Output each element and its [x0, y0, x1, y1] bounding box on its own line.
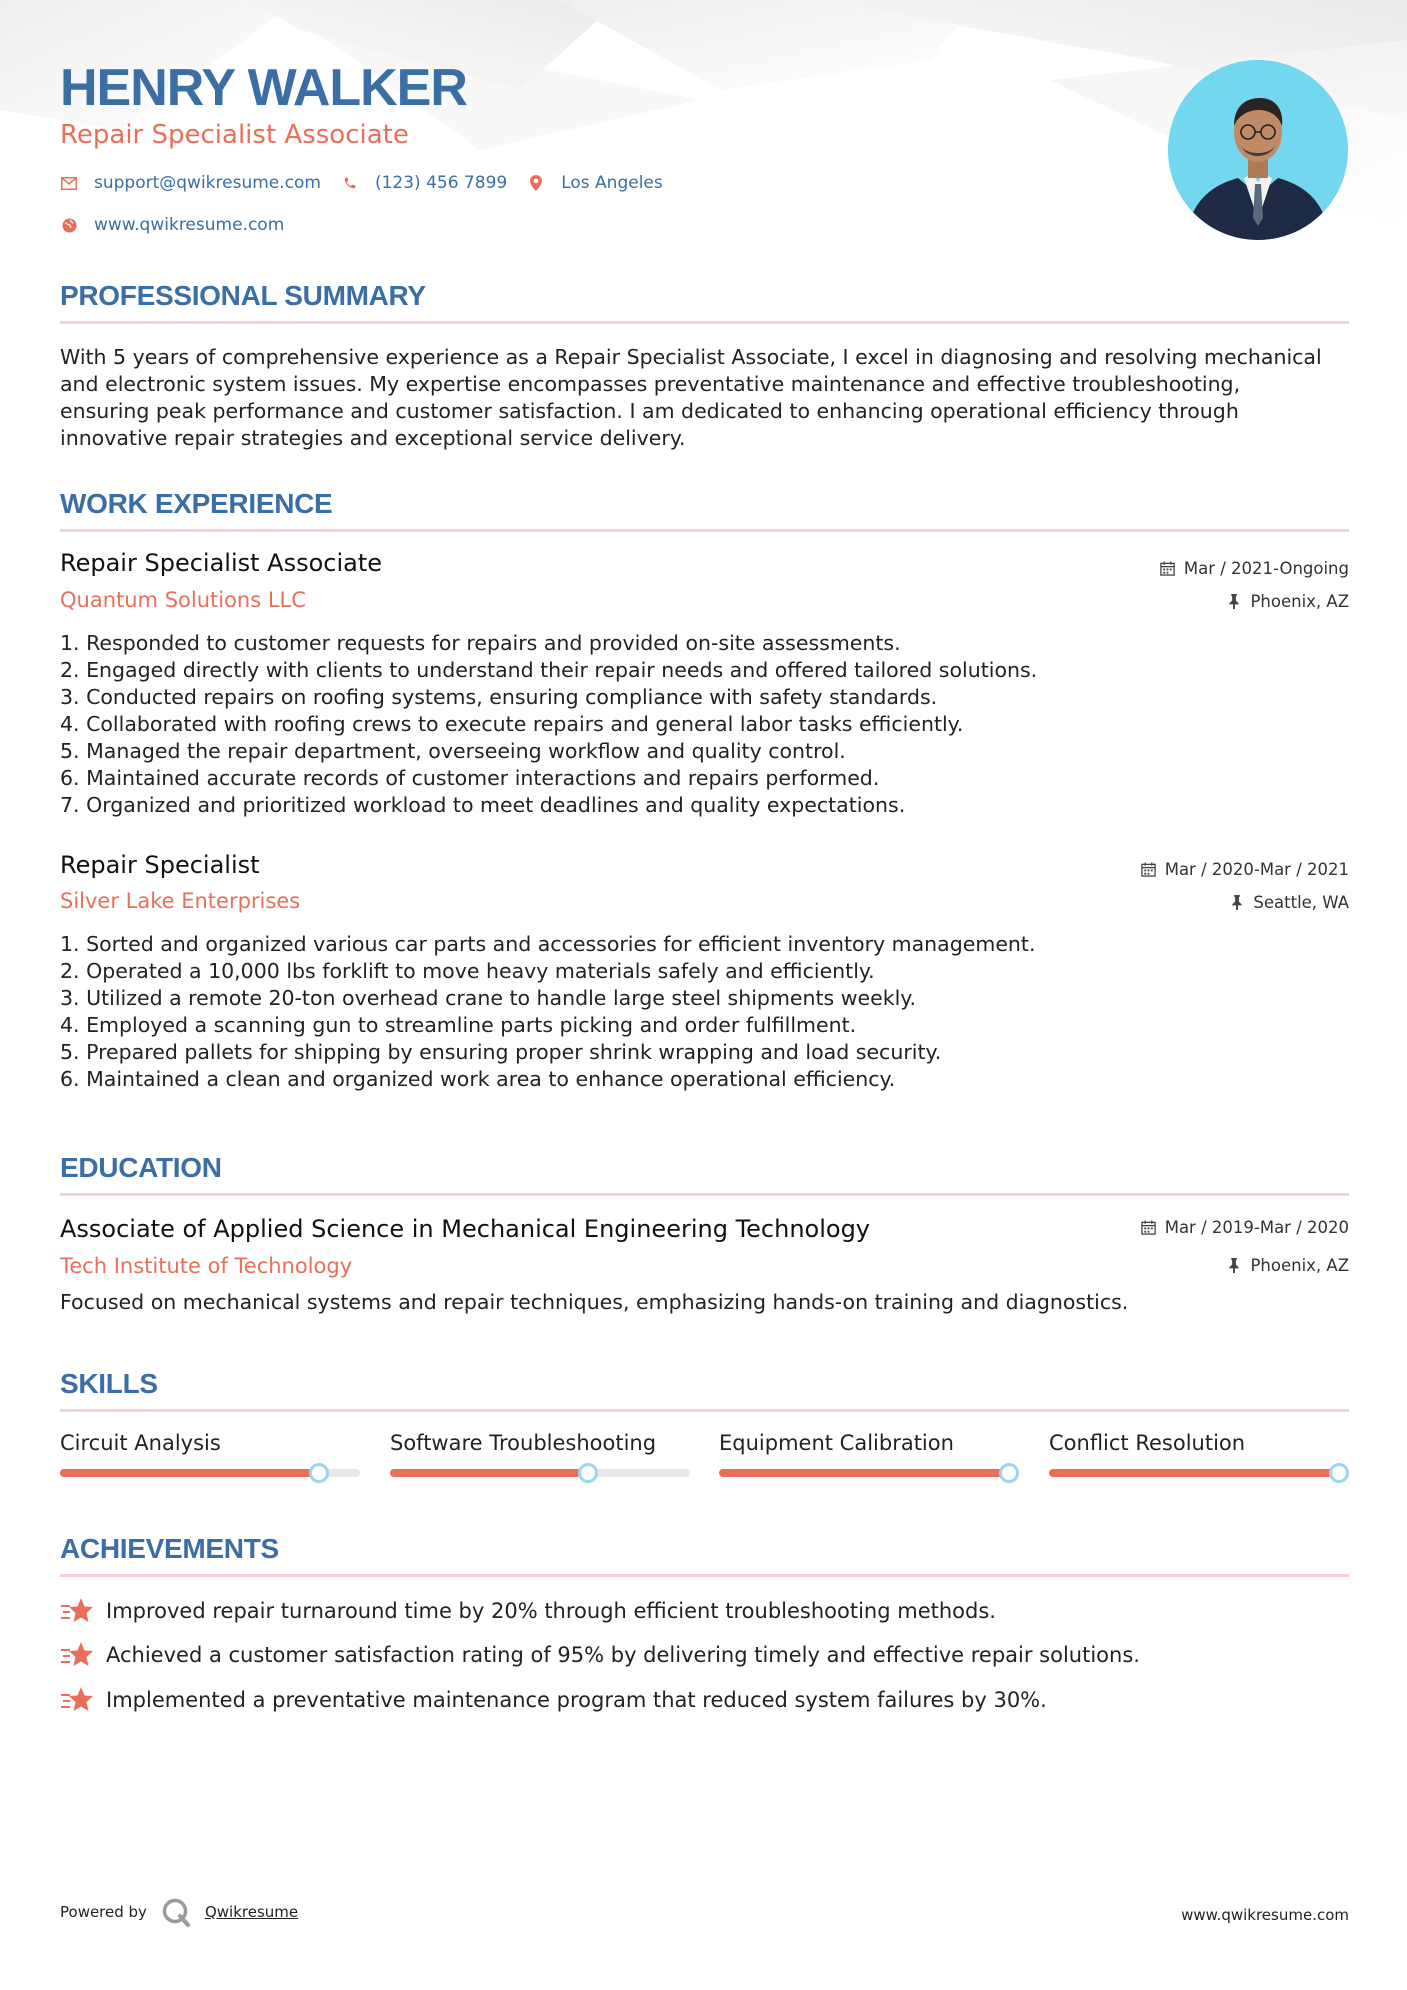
pushpin-icon — [1229, 895, 1245, 911]
achievement-text: Achieved a customer satisfaction rating of 95% by delivering timely and effective repair solutions. — [106, 1643, 1140, 1667]
location-text: Los Angeles — [561, 173, 663, 193]
globe-icon — [60, 216, 78, 234]
phone-text: (123) 456 7899 — [374, 173, 508, 193]
skill-name: Equipment Calibration — [719, 1431, 954, 1455]
qwikresume-link[interactable]: Qwikresume — [204, 1903, 299, 1921]
achievement-item — [60, 1596, 996, 1626]
skill-name: Conflict Resolution — [1049, 1431, 1246, 1455]
section-divider — [60, 1193, 1349, 1196]
calendar-icon — [1160, 561, 1176, 577]
skill-bar-fill — [1049, 1469, 1339, 1477]
skill-bar — [390, 1469, 690, 1477]
list-item: 6. Maintained a clean and organized work area to enhance operational efficiency. — [60, 1067, 896, 1091]
job-location-text: Seattle, WA — [1253, 893, 1349, 912]
summary-line: With 5 years of comprehensive experience as a Repair Specialist Associate, I excel in diagnosing and resolving mechanical — [60, 345, 1322, 369]
achievement-text: Improved repair turnaround time by 20% through efficient troubleshooting methods. — [106, 1599, 996, 1623]
achievement-text: Implemented a preventative maintenance program that reduced system failures by 30%. — [106, 1688, 1047, 1712]
summary-line: innovative repair strategies and exceptional service delivery. — [60, 426, 686, 450]
list-item: 7. Organized and prioritized workload to meet deadlines and quality expectations. — [60, 793, 906, 817]
skill-bar-fill — [390, 1469, 588, 1477]
footer-website[interactable]: www.qwikresume.com — [1181, 1906, 1349, 1924]
skill-name: Software Troubleshooting — [390, 1431, 657, 1455]
star-icon — [60, 1685, 94, 1715]
section-title-education: EDUCATION — [60, 1152, 222, 1183]
skill-bar-fill — [60, 1469, 319, 1477]
section-title-experience: WORK EXPERIENCE — [60, 488, 333, 519]
job-location — [1229, 893, 1349, 912]
achievement-item — [60, 1685, 1047, 1715]
contact-location — [527, 173, 663, 193]
skill-bar-knob — [999, 1463, 1019, 1483]
summary-text — [60, 344, 1360, 452]
achievement-item — [60, 1640, 1140, 1670]
skill-bar-fill — [719, 1469, 1009, 1477]
company-name: Quantum Solutions LLC — [60, 588, 306, 612]
job-dates — [1160, 559, 1349, 578]
section-title-skills: SKILLS — [60, 1368, 158, 1399]
education-dates — [1141, 1218, 1349, 1237]
skill-bar-knob — [578, 1463, 598, 1483]
skill-bar — [1049, 1469, 1349, 1477]
job-responsibilities — [60, 630, 1340, 819]
list-item: 4. Employed a scanning gun to streamline parts picking and order fulfillment. — [60, 1013, 857, 1037]
pushpin-icon — [1226, 594, 1242, 610]
profile-photo — [1168, 60, 1348, 240]
list-item: 4. Collaborated with roofing crews to execute repairs and general labor tasks efficiently. — [60, 712, 964, 736]
contact-website[interactable] — [60, 215, 284, 235]
list-item: 3. Utilized a remote 20-ton overhead crane to handle large steel shipments weekly. — [60, 986, 917, 1010]
phone-icon — [341, 174, 359, 192]
section-title-achievements: ACHIEVEMENTS — [60, 1533, 279, 1564]
website-text: www.qwikresume.com — [94, 215, 285, 235]
education-location — [1226, 1256, 1349, 1275]
contact-email[interactable] — [60, 173, 321, 193]
skill-bar — [60, 1469, 360, 1477]
list-item: 5. Managed the repair department, overseeing workflow and quality control. — [60, 739, 846, 763]
job-dates-text: Mar / 2020-Mar / 2021 — [1164, 860, 1349, 879]
skill-bar — [719, 1469, 1019, 1477]
job-dates — [1141, 860, 1349, 879]
summary-line: and electronic system issues. My expertise encompasses preventative maintenance and effective troubleshooting, — [60, 372, 1241, 396]
company-name: Silver Lake Enterprises — [60, 889, 301, 913]
job-responsibilities — [60, 931, 1340, 1093]
section-divider — [60, 1409, 1349, 1412]
list-item: 5. Prepared pallets for shipping by ensuring proper shrink wrapping and load security. — [60, 1040, 942, 1064]
job-dates-text: Mar / 2021-Ongoing — [1183, 559, 1349, 578]
education-location-text: Phoenix, AZ — [1250, 1256, 1349, 1275]
section-divider — [60, 321, 1349, 324]
calendar-icon — [1141, 1220, 1157, 1236]
skill-bar-knob — [309, 1463, 329, 1483]
job-title: Repair Specialist — [60, 851, 260, 879]
job-location — [1226, 592, 1349, 611]
list-item: 3. Conducted repairs on roofing systems, ensuring compliance with safety standards. — [60, 685, 938, 709]
list-item: 6. Maintained accurate records of customer interactions and repairs performed. — [60, 766, 880, 790]
candidate-title: Repair Specialist Associate — [60, 120, 409, 150]
contact-row — [60, 173, 683, 193]
list-item: 2. Engaged directly with clients to understand their repair needs and offered tailored solutions. — [60, 658, 1038, 682]
list-item: 1. Responded to customer requests for repairs and provided on-site assessments. — [60, 631, 901, 655]
star-icon — [60, 1640, 94, 1670]
candidate-name: HENRY WALKER — [60, 59, 467, 117]
list-item: 1. Sorted and organized various car parts and accessories for efficient inventory management. — [60, 932, 1036, 956]
powered-by-label: Powered by — [60, 1903, 147, 1921]
job-location-text: Phoenix, AZ — [1250, 592, 1349, 611]
pushpin-icon — [1226, 1258, 1242, 1274]
email-text: support@qwikresume.com — [94, 173, 321, 193]
qwikresume-logo-icon — [161, 1897, 191, 1927]
section-title-summary: PROFESSIONAL SUMMARY — [60, 280, 426, 311]
calendar-icon — [1141, 862, 1157, 878]
envelope-icon — [60, 174, 78, 192]
list-item: 2. Operated a 10,000 lbs forklift to move heavy materials safely and efficiently. — [60, 959, 875, 983]
summary-line: ensuring peak performance and customer satisfaction. I am dedicated to enhancing operational efficiency through — [60, 399, 1239, 423]
section-divider — [60, 529, 1349, 532]
school-name: Tech Institute of Technology — [60, 1254, 353, 1278]
degree-title: Associate of Applied Science in Mechanical Engineering Technology — [60, 1215, 870, 1243]
skill-bar-knob — [1329, 1463, 1349, 1483]
education-description: Focused on mechanical systems and repair techniques, emphasizing hands-on training and diagnostics. — [60, 1290, 1129, 1314]
star-icon — [60, 1596, 94, 1626]
map-pin-icon — [527, 174, 545, 192]
job-title: Repair Specialist Associate — [60, 549, 383, 577]
skill-name: Circuit Analysis — [60, 1431, 221, 1455]
footer-powered-by — [60, 1897, 298, 1927]
contact-phone[interactable] — [341, 173, 507, 193]
education-dates-text: Mar / 2019-Mar / 2020 — [1164, 1218, 1349, 1237]
section-divider — [60, 1574, 1349, 1577]
